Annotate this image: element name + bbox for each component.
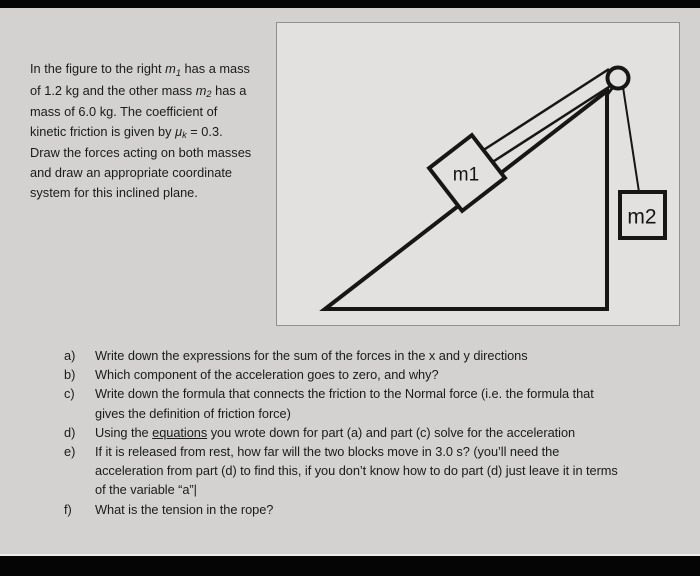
text-segment: you wrote down for part (a) and part (c) solve for the acceleration xyxy=(207,424,576,440)
question-line xyxy=(95,480,676,499)
question-line xyxy=(95,384,676,403)
figure-box xyxy=(276,22,680,326)
questions-list xyxy=(64,346,676,519)
intro-line xyxy=(30,183,290,203)
question-item xyxy=(64,500,676,519)
block-m1-label: m1 xyxy=(452,164,480,186)
text-segment: In the figure to the right xyxy=(30,61,166,76)
question-label: a) xyxy=(64,348,76,363)
question-item xyxy=(64,384,676,422)
question-label: e) xyxy=(64,444,76,460)
text-segment: Using the xyxy=(95,424,153,440)
question-text xyxy=(95,384,676,422)
text-segment: Draw the forces acting on both masses xyxy=(30,145,252,161)
intro-line xyxy=(30,122,290,144)
question-line xyxy=(95,365,676,384)
text-segment: has a xyxy=(211,82,247,98)
block-m2-label: m2 xyxy=(627,205,657,229)
text-segment: of 1.2 kg and the other mass xyxy=(30,82,196,98)
question-item xyxy=(64,423,676,442)
intro-line xyxy=(30,102,290,122)
text-segment: m xyxy=(195,82,207,98)
intro-line xyxy=(30,163,290,183)
text-segment: What is the tension in the rope? xyxy=(95,501,274,517)
text-segment: acceleration from part (d) to find this, if you don’t know how to do part (d) just leave it in terms xyxy=(95,463,618,479)
intro-line xyxy=(30,81,290,103)
question-item xyxy=(64,365,676,384)
rope-vertical-line xyxy=(623,87,639,192)
rope-lower-line xyxy=(491,83,615,163)
text-segment: kinetic friction is given by xyxy=(30,123,176,139)
text-segment: Write down the formula that connects the friction to the Normal force (i.e. the formula that xyxy=(95,386,594,402)
intro-line xyxy=(30,143,290,163)
question-line xyxy=(95,461,676,480)
text-segment: and draw an appropriate coordinate xyxy=(30,164,233,180)
text-segment: gives the definition of friction force) xyxy=(95,405,291,421)
text-segment: m xyxy=(165,61,176,76)
text-segment: 2 xyxy=(206,89,212,100)
question-text xyxy=(95,423,676,442)
incline-figure xyxy=(277,23,679,325)
question-text xyxy=(95,442,676,500)
text-segment: 1 xyxy=(175,67,181,78)
question-label: b) xyxy=(64,367,76,383)
text-segment: = 0.3. xyxy=(186,123,223,139)
question-line xyxy=(95,404,676,423)
question-item xyxy=(64,346,676,365)
question-line xyxy=(95,442,676,461)
question-text xyxy=(95,346,676,365)
intro-paragraph xyxy=(30,59,290,202)
question-item xyxy=(64,442,676,500)
question-label: d) xyxy=(64,424,76,440)
document-page xyxy=(0,8,700,556)
text-segment: Write down the expressions for the sum of the forces in the x and y directions xyxy=(95,348,528,363)
text-segment: mass of 6.0 kg. The coefficient of xyxy=(30,104,218,120)
question-text xyxy=(95,365,676,384)
question-line xyxy=(95,423,676,442)
question-line xyxy=(95,500,676,519)
text-segment: system for this inclined plane. xyxy=(30,184,198,200)
text-segment: Which component of the acceleration goes to zero, and why? xyxy=(95,367,439,383)
text-segment: k xyxy=(182,130,187,141)
question-line xyxy=(95,346,676,365)
question-label: c) xyxy=(64,386,75,402)
text-segment: of the variable “a”| xyxy=(95,482,197,498)
text-segment: If it is released from rest, how far will the two blocks move in 3.0 s? (you’ll need the xyxy=(95,444,560,460)
pulley-icon xyxy=(608,68,629,89)
question-text xyxy=(95,500,676,519)
question-label: f) xyxy=(64,501,72,517)
text-segment: has a mass xyxy=(180,61,250,76)
intro-line xyxy=(30,59,290,81)
text-segment: μ xyxy=(175,123,183,139)
text-segment: equations xyxy=(152,424,208,440)
